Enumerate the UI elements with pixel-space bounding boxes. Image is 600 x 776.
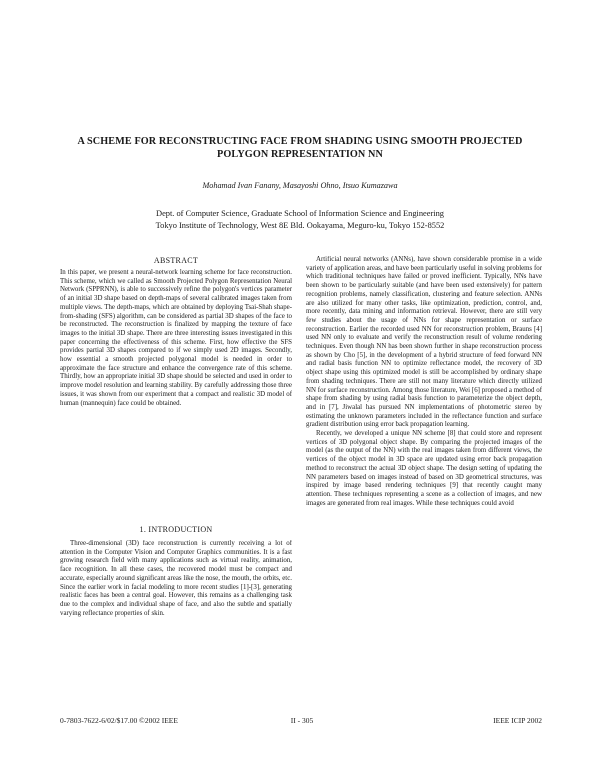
- footer-conference: IEEE ICIP 2002: [493, 716, 542, 725]
- footer-copyright: 0-7803-7622-6/02/$17.00 ©2002 IEEE: [60, 716, 178, 725]
- introduction-paragraph: Three-dimensional (3D) face reconstruction is currently receiving a lot of attention in the Computer Vision and Computer Graphics communities. It is a fast growing research field with many applications such as virtual reality, animation, face recognition. In all these cases, the recovered model must be compact and accurate, especially around significant areas like the nose, the mouth, the orbits, etc. Since the earlier work in facial modeling to more recent studies [1]-[3], generating realistic faces has been a central goal. However, this remains as a challenging task due to the complex and individual shape of face, and also the subtle and spatially varying reflectance properties of skin.: [60, 540, 292, 617]
- abstract-paragraph: In this paper, we present a neural-network learning scheme for face reconstruction. This scheme, which we called as Smooth Projected Polygon Representation Neural Network (SPPRNN), is able to successively refine the polygon's vertices parameter of an initial 3D shape based on depth-maps of several calibrated images taken from multiple views. The depth-maps, which are obtained by deploying Tsai-Shah shape-from-shading (SFS) algorithm, can be considered as partial 3D shapes of the face to be reconstructed. The reconstruction is finalized by mapping the texture of face images to the initial 3D shape. There are three interesting issues investigated in this paper concerning the effectiveness of this scheme. First, how effective the SFS provides partial 3D shapes compared to if we simply used 2D images. Secondly, how essential a smooth projected polygonal model is needed in order to approximate the face structure and enhance the convergence rate of this scheme. Thirdly, how an appropriate initial 3D shape should be selected and used in order to improve model resolution and learning stability. By carefully addressing those three issues, it was shown from our experiment that a compact and realistic 3D model of human (mannequin) face could be obtained.: [60, 269, 292, 407]
- affiliation: [60, 208, 540, 231]
- footer-page-number: II - 305: [290, 716, 314, 725]
- affiliation-line-1: Dept. of Computer Science, Graduate School of Information Science and Engineering: [156, 209, 444, 218]
- right-column-paragraph-2: Recently, we developed a unique NN scheme [8] that could store and represent vertices of 3D polygonal object shape. By comparing the projected images of the model (as the output of the NN) with the real images taken from different views, the vertices of the object model in 3D space are updated using error back propagation method to reconstruct the actual 3D object shape. The design setting of updating the NN parameters based on images instead of based on 3D geometrical structures, was inspired by image based rendering techniques [9] that recently caught many attention. These techniques representing a scene as a collection of images, and new images are generated from real images. While these techniques could avoid: [306, 430, 542, 507]
- right-column-paragraph-1: Artificial neural networks (ANNs), have shown considerable promise in a wide variety of application areas, and have been particularly useful in solving problems for which traditional techniques have failed or proved inefficient. Typically, NNs have been shown to be particularly suitable (and have been used extensively) for pattern recognition problems, namely classification, clustering and feature selection. ANNs are also utilized for many other tasks, like optimization, prediction, control, and, more recently, data mining and information retrieval. However, there are still very few studies about the usage of NNs for shape representation or surface reconstruction. Earlier the recorded used NN for reconstruction problem, Brauns [4] used NN only to evaluate and verify the reconstruction result of volume rendering techniques. Even though NN has been shown further in shape reconstruction process as shown by Cho [5], in the development of a hybrid structure of feed forward NN and radial basis function NN to optimize reflectance model, the recovery of 3D object shape using this optimized model is still be accomplished by ordinary shape from shading techniques. There are still not many literature which directly utilized NN for surface reconstruction. Among those literature, Wei [6] proposed a method of shape from shading by using radial basis function to parameterize the object depth, and in [7], Jiwalal has pursued NN implementations of photometric stereo by estimating the unknown parameters included in the reflectance function and surface gradient distribution using error back propagation learning.: [306, 256, 542, 429]
- abstract-heading: ABSTRACT: [153, 256, 199, 265]
- paper-title: A SCHEME FOR RECONSTRUCTING FACE FROM SHADING USING SMOOTH PROJECTED POLYGON REPRESENTATION NN: [77, 136, 523, 160]
- right-column-body: [306, 256, 542, 664]
- introduction-heading: 1. INTRODUCTION: [139, 525, 213, 534]
- abstract-body: [60, 269, 292, 501]
- affiliation-line-2: Tokyo Institute of Technology, West 8E Bld. Ookayama, Meguro-ku, Tokyo 152-8552: [155, 220, 445, 230]
- introduction-body: [60, 540, 292, 663]
- paper-authors: Mohamad Ivan Fanany, Masayoshi Ohno, Itsuo Kumazawa: [202, 181, 398, 190]
